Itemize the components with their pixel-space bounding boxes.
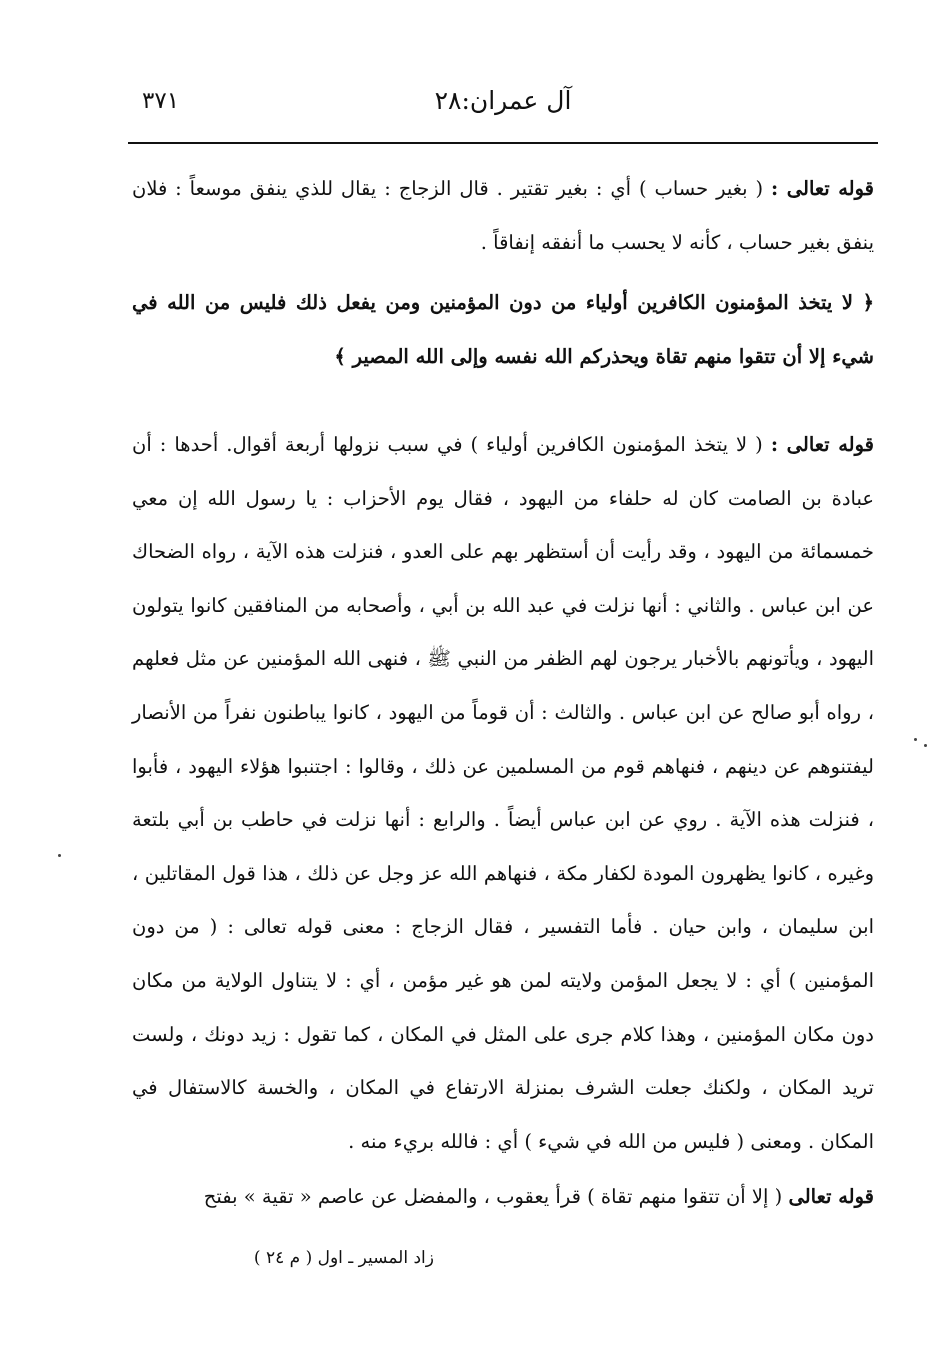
surah-title: آل عمران:٢٨ <box>434 86 572 115</box>
page-footer: زاد المسير ـ اول ( م ٢٤ ) <box>253 1248 434 1268</box>
paragraph-4-text: ( إلا أن تتقوا منهم تقاة ) قرأ يعقوب ، والمفضل عن عاصم « تقية » بفتح <box>203 1185 783 1208</box>
paragraph-3 <box>132 418 874 1168</box>
verse-text: ﴿ لا يتخذ المؤمنون الكافرين أولياء من دون المؤمنين ومن يفعل ذلك فليس من الله في شيء إلا أن تتقوا منهم تقاة ويحذركم الله نفسه وإلى الله المصير ﴾ <box>132 291 874 368</box>
margin-speck <box>924 744 927 747</box>
paragraph-1-lead: قوله تعالى : <box>771 177 875 200</box>
verse-block <box>132 276 874 383</box>
paragraph-3-lead: قوله تعالى : <box>770 433 874 456</box>
header-divider <box>128 142 878 144</box>
paragraph-1 <box>132 162 874 269</box>
paragraph-1-text: ( بغير حساب ) أي : بغير تقتير . قال الزجاج : يقال للذي ينفق موسعاً : فلان ينفق بغير حساب ، كأنه لا يحسب ما أنفقه إنفاقاً . <box>132 177 874 254</box>
paragraph-4-lead: قوله تعالى <box>788 1185 874 1208</box>
paragraph-4 <box>132 1170 874 1224</box>
page-number: ٣٧١ <box>142 88 180 114</box>
paragraph-3-text: ( لا يتخذ المؤمنون الكافرين أولياء ) في سبب نزولها أربعة أقوال. أحدها : أن عبادة بن الصامت كان له حلفاء من اليهود ، فقال يوم الأحزاب : يا رسول الله إن معي خمسمائة من اليهود ، وقد رأيت أن أستظهر بهم على العدو ، فنزلت هذه الآية ، رواه الضحاك عن ابن عباس . والثاني : أنها نزلت في عبد الله بن أبي ، وأصحابه من المنافقين كانوا يتولون اليهود ، ويأتونهم بالأخبار يرجون لهم الظفر من النبي ﷺ ، فنهى الله المؤمنين عن مثل فعلهم ، رواه أبو صالح عن ابن عباس . والثالث : أن قوماً من اليهود ، كانوا يباطنون نفراً من الأنصار ليفتنوهم عن دينهم ، فنهاهم قوم من المسلمين عن ذلك ، وقالوا : اجتنبوا هؤلاء اليهود ، فأبوا ، فنزلت هذه الآية . روي عن ابن عباس أيضاً . والرابع : أنها نزلت في حاطب بن أبي بلتعة وغيره ، كانوا يظهرون المودة لكفار مكة ، فنهاهم الله عز وجل عن ذلك ، هذا قول المقاتلين ، ابن سليمان ، وابن حيان . فأما التفسير ، فقال الزجاج : معنى قوله تعالى : ( من دون المؤمنين ) أي : لا يجعل المؤمن ولايته لمن هو غير مؤمن ، أي : لا يتناول الولاية من مكان دون مكان المؤمنين ، وهذا كلام جرى على المثل في المكان ، كما تقول : زيد دونك ، ولست تريد المكان ، ولكنك جعلت الشرف بمنزلة الارتفاع في المكان ، والخسة كالاستفال في المكان . ومعنى ( فليس من الله في شيء ) أي : فالله بريء منه . <box>132 433 874 1153</box>
margin-speck <box>58 854 61 857</box>
page-header <box>128 78 878 134</box>
margin-speck <box>914 738 917 741</box>
